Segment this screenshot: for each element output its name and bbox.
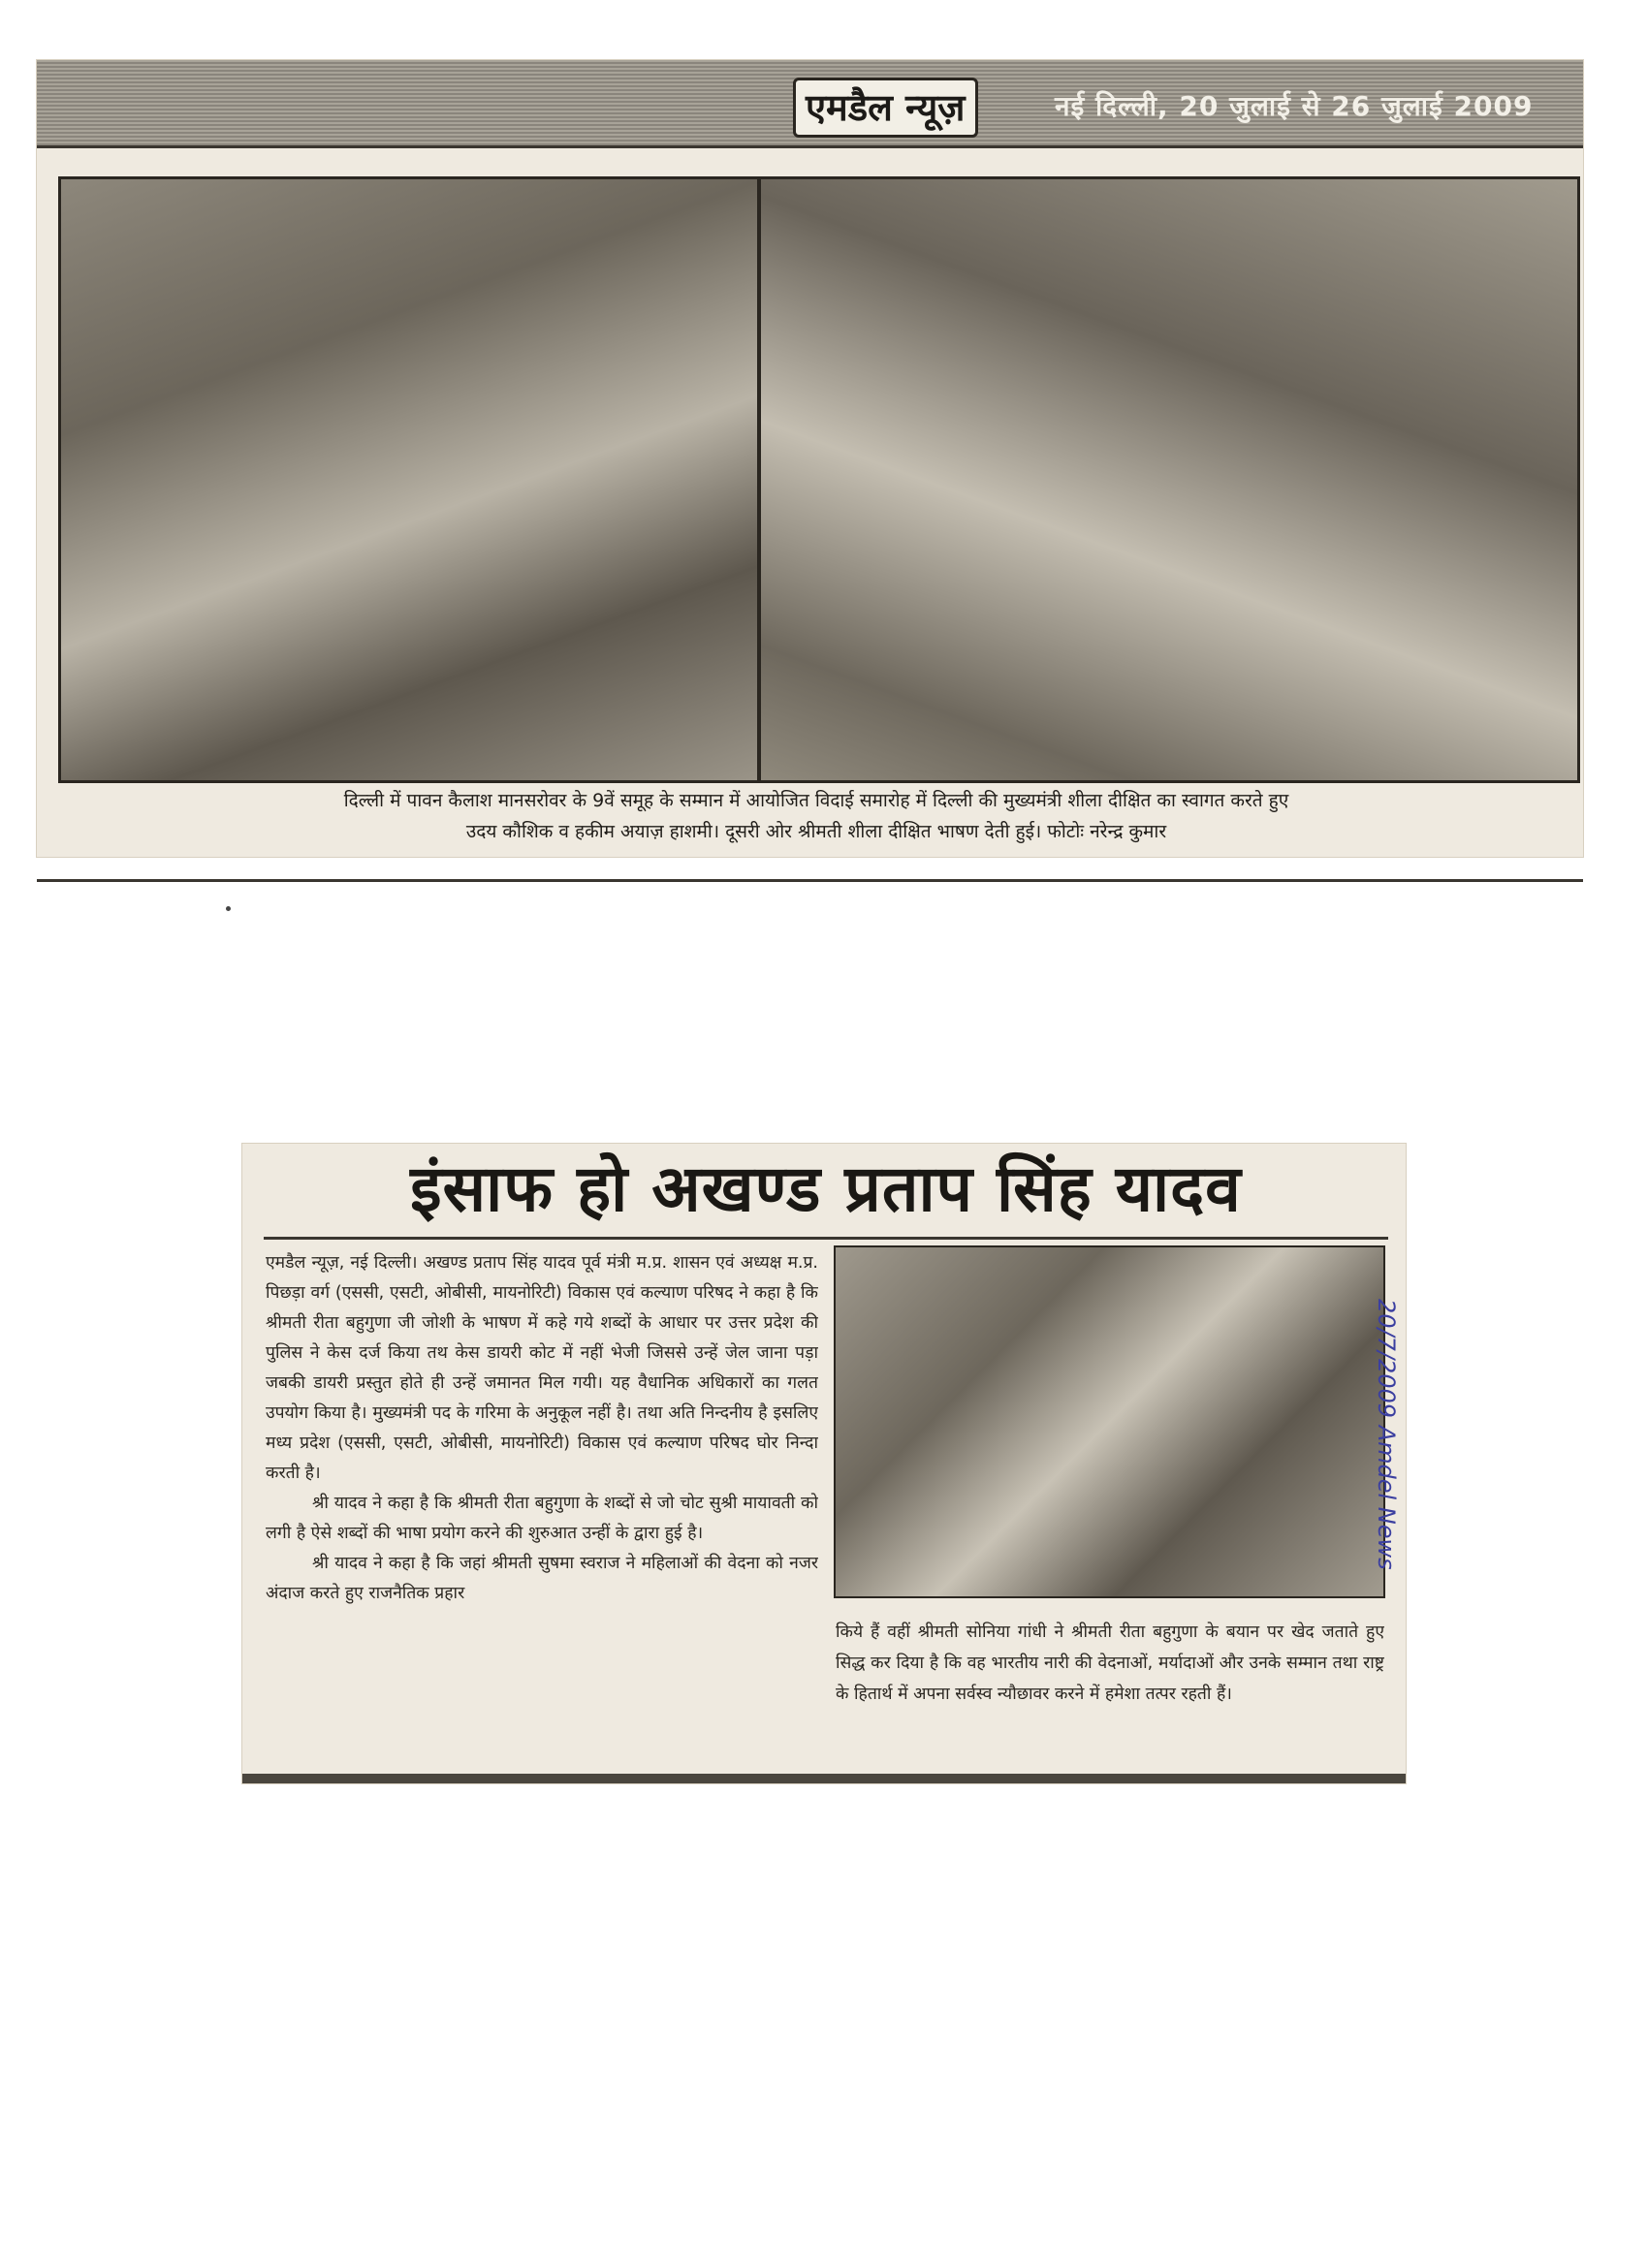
article-paragraph-2: श्री यादव ने कहा है कि श्रीमती रीता बहुगुणा के शब्दों से जो चोट सुश्री मायावती को लगी है ऐसे शब्दों की भाषा प्रयोग करने की शुरुआत उन्हीं के द्वारा हुई है। [266, 1494, 818, 1543]
article-headline: इंसाफ हो अखण्ड प्रताप सिंह यादव [410, 1151, 1242, 1226]
photo-caption [58, 785, 1574, 847]
headline-rule [264, 1237, 1388, 1240]
article-paragraph-1: एमडैल न्यूज़, नई दिल्ली। अखण्ड प्रताप सिंह यादव पूर्व मंत्री म.प्र. शासन एवं अध्यक्ष म.प्र. पिछड़ा वर्ग (एससी, एसटी, ओबीसी, मायनोरिटी) विकास एवं कल्याण परिषद ने कहा है कि श्रीमती रीता बहुगुणा जी जोशी के भाषण में कहे गये शब्दों के आधार पर उत्तर प्रदेश की पुलिस ने केस दर्ज किया तथ केस डायरी कोट में नहीं भेजी जिससे उन्हें जेल जाना पड़ा जबकी डायरी प्रस्तुत होते ही उन्हें जमानत मिल गयी। यह वैधानिक अधिकारों का गलत उपयोग किया है। मुख्यमंत्री पद के गरिमा के अनुकूल नहीं है। तथा अति निन्दनीय है इसलिए मध्य प्रदेश (एससी, एसटी, ओबीसी, मायनोरिटी) विकास एवं कल्याण परिषद घोर निन्दा करती है। [266, 1253, 818, 1483]
divider-rule [37, 879, 1583, 882]
photo-speech-scene [761, 179, 1577, 780]
article-paragraph-right: किये हैं वहीं श्रीमती सोनिया गांधी ने श्रीमती रीता बहुगुणा के बयान पर खेद जताते हुए सिद्ध कर दिया है कि वह भारतीय नारी की वेदनाओं, मर्यादाओं और उनके सम्मान तथा राष्ट्र के हितार्थ में अपना सर्वस्व न्यौछावर करने में हमेशा तत्पर रहती हैं। [836, 1622, 1384, 1704]
top-clipping [37, 60, 1583, 857]
article-paragraph-3: श्री यादव ने कहा है कि जहां श्रीमती सुषमा स्वराज ने महिलाओं की वेदना को नजर अंदाज करते हुए राजनैतिक प्रहार [266, 1554, 818, 1603]
dateline: नई दिल्ली, 20 जुलाई से 26 जुलाई 2009 [1055, 90, 1534, 122]
caption-line-1: दिल्ली में पावन कैलाश मानसरोवर के 9वें समूह के सम्मान में आयोजित विदाई समारोह में दिल्ली की मुख्यमंत्री शीला दीक्षित का स्वागत करते हुए [343, 790, 1289, 811]
article-body-right [836, 1617, 1384, 1777]
speck [226, 906, 231, 911]
caption-line-2: उदय कौशिक व हकीम अयाज़ हाशमी। दूसरी ओर श्रीमती शीला दीक्षित भाषण देती हुई। फोटोः नरेन्द्र कुमार [465, 821, 1167, 842]
photo-welcome-scene [61, 179, 757, 780]
top-photo [58, 176, 1580, 783]
masthead-band [37, 60, 1583, 148]
bottom-clipping [242, 1144, 1406, 1783]
handwritten-note: 20/7/2009 Amdel News [1373, 1299, 1400, 1570]
article-photo [834, 1245, 1385, 1598]
clipping-edge [242, 1774, 1406, 1783]
article-body-left [266, 1248, 818, 1777]
newspaper-name: एमडैल न्यूज़ [793, 78, 978, 138]
